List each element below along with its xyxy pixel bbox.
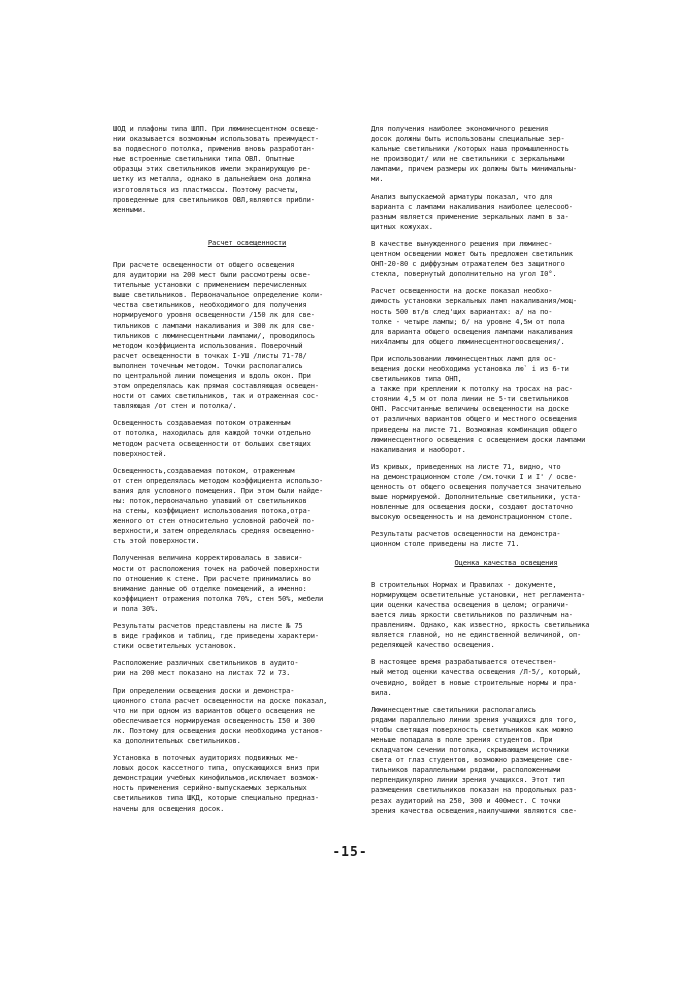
- section-heading: Расчет освещенности: [207, 237, 287, 247]
- paragraph: В качестве вынужденного решения при люминес- центном освещении может быть предложен светильник ОНП-20-80 с диффузным отражателем без защитного стекла, повернутый дополнительно на угол I0°.: [371, 238, 573, 279]
- section-heading: Оценка качества освещения: [454, 557, 558, 567]
- paragraph: При определении освещения доски и демонстра- ционного стола расчет освещенности на доске показал, что ни при одном из вариантов общего освещения не обеспечивается нормируемая освещенность I50 и 300 лк. Поэтому для освещения доски необходима установ- ка дополнительных светильников.: [113, 685, 328, 745]
- paragraph: Расположение различных светильников в аудито- рии на 200 мест показано на листах 72 и 73.: [113, 658, 299, 678]
- paragraph: Полученная величина корректировалась в зависи- мости от расположения точек на рабочей поверхности по отношению к стене. При расчете принимались во внимание данные об отделке помещений, а именно: коэффициент отражения потолка 70%, стен 50%, мебели и пола 30%.: [113, 553, 324, 613]
- paragraph: Расчет освещенности на доске показал необхо- димость установки зеркальных ламп накаливания/мощ- ность 500 вт/в след'щих вариантах: а/ на по- толке - четыре лампы; б/ на уровне 4,5м от пола для варианта общего освещения лампами накаливания них4лампы для общего люминесцентногоосвещения/.: [371, 286, 578, 346]
- paragraph: Из кривых, приведенных на листе 71, видно, что на демонстрационном столе /см.точки I и I' / осве- щенность от общего освещения получается значительно выше нормируемой. Дополнительные светильники, уста- новленные для освещения доски, создают достаточно высокую освещенность и на демонстрационном столе.: [371, 461, 582, 522]
- paragraph: Люминесцентные светильники располагались рядами параллельно линии зрения учащихся для того, чтобы светящая поверхность светильников как можно меньше попадала в поле зрения студентов. При складчатом сечении потолка, скрывающем источники света от глаз студентов, возможно размещение све- тильников параллельными рядами, расположенными перпендикулярно линии зрения учащихся. Этот тип размещения светильников показан на продольных раз- резах аудиторий на 250, 300 и 400мест. С точки зрения качества освещения,наилучшими являются све-: [371, 704, 578, 815]
- paragraph: Установка в поточных аудиториях подвижных ме- ловых досок кассетного типа, опускающихся вниз при демонстрации учебных кинофильмов,исключает возмож- ность применения серийно-выпускаемых зеркальных светильников типа ШКД, которые специально предназ- начены для освещения досок.: [113, 753, 320, 813]
- paragraph: Освещенность создаваемая потоком отраженным от потолка, находилась для каждой точки отдельно методом расчета освещенности от больших светящих поверхностей.: [113, 418, 311, 458]
- paragraph: Результаты расчетов освещенности на демонстра- ционном столе приведены на листе 71.: [371, 529, 561, 549]
- paragraph: ШОД и плафоны типа ШЛП. При люминесцентном освеще- нии оказывается возможным использовать преимущест- ва подвесного потолка, применив вновь разработан- ные встроенные светильники типа ОВЛ. Опытные образцы этих светильников имели экранирующую ре- шетку из металла, однако в дальнейшем она должна изготовляться из пластмассы. Поэтому расчеты, проведенные для светильников ОВЛ,являются прибли- женными.: [113, 124, 320, 214]
- paragraph: Освещенность,создаваемая потоком, отраженным от стен определялась методом коэффициента использо- вания для условного помещения. При этом были найде- ны: поток,первоначально упавший от светильников на стены, коэффициент использования потока,отра- женного от стен относительно условной рабочей по- верхности,и затем определялась средняя освещенно- сть этой поверхности.: [113, 465, 324, 546]
- paragraph: В настоящее время разрабатывается отечествен- ный метод оценки качества освещения /Л-5/, который, очевидно, войдет в новые строительные нормы и пра- вила.: [371, 657, 582, 697]
- paragraph: Анализ выпускаемой арматуры показал, что для варианта с лампами накаливания наиболее целесооб- разным является применение зеркальных ламп в за- щитных кожухах.: [371, 191, 573, 231]
- paragraph: Для получения наиболее экономичного решения досок должны быть использованы специальные зер- кальные светильники /которых наша промышленность не производит/ или не светильники с зеркальными лампами, причем размеры их должны быть минимальны- ми.: [371, 124, 578, 184]
- paragraph: В строительных Нормах и Правилах - документе, нормирующем осветительные установки, нет регламента- ции оценки качества освещения в целом; ограничи- вается лишь яркости светильников по различным на- правлениям. Однако, как известно, яркость светильника является главной, но не единственной величиной, оп- ределяющей качество освещения.: [371, 579, 590, 650]
- page-number: -15-: [332, 845, 368, 860]
- paragraph: При расчете освещенности от общего освещения для аудитории на 200 мест были рассмотрены освe- тительные установки с применением перечисленных выше светильников. Первоначальное определение коли- чества светильников, необходимого для получения нормируемого уровня освещенности /150 лк для све- тильников с лампами накаливания и 300 лк для све- тильников с люминесцентными лампами/, проводилось методом коэффициента использования. Поверочный расчет освещенности в точках I-УШ /листы 71-78/ выполнен точечным методом. Точки располагались по центральной линии помещения и вдоль окон. При этом определялась как прямая составляющая освещен- ности от самих светильников, так и отраженная сос- тавляющая /от стен и потолка/.: [113, 259, 324, 411]
- paragraph: Результаты расчетов представлены на листе № 75 в виде графиков и таблиц, где приведены характери- стики осветительных установок.: [113, 621, 320, 651]
- paragraph: При использовании люминесцентных ламп для ос- вещения доски необходима установка лю` i из 6-ти светильников типа ОНП, а также при креплении к потолку на тросах на рас- стоянии 4,5 м от пола линии не 5-ти светильников ОНП. Рассчитанные величины освещенности на доске от различных вариантов общего и местного освещения приведены на листе 71. Возможная комбинация общего люминесцентного освещения с освещением доски лампами накаливания и наоборот.: [371, 353, 586, 454]
- left-column: [113, 124, 381, 821]
- right-column: [371, 124, 641, 823]
